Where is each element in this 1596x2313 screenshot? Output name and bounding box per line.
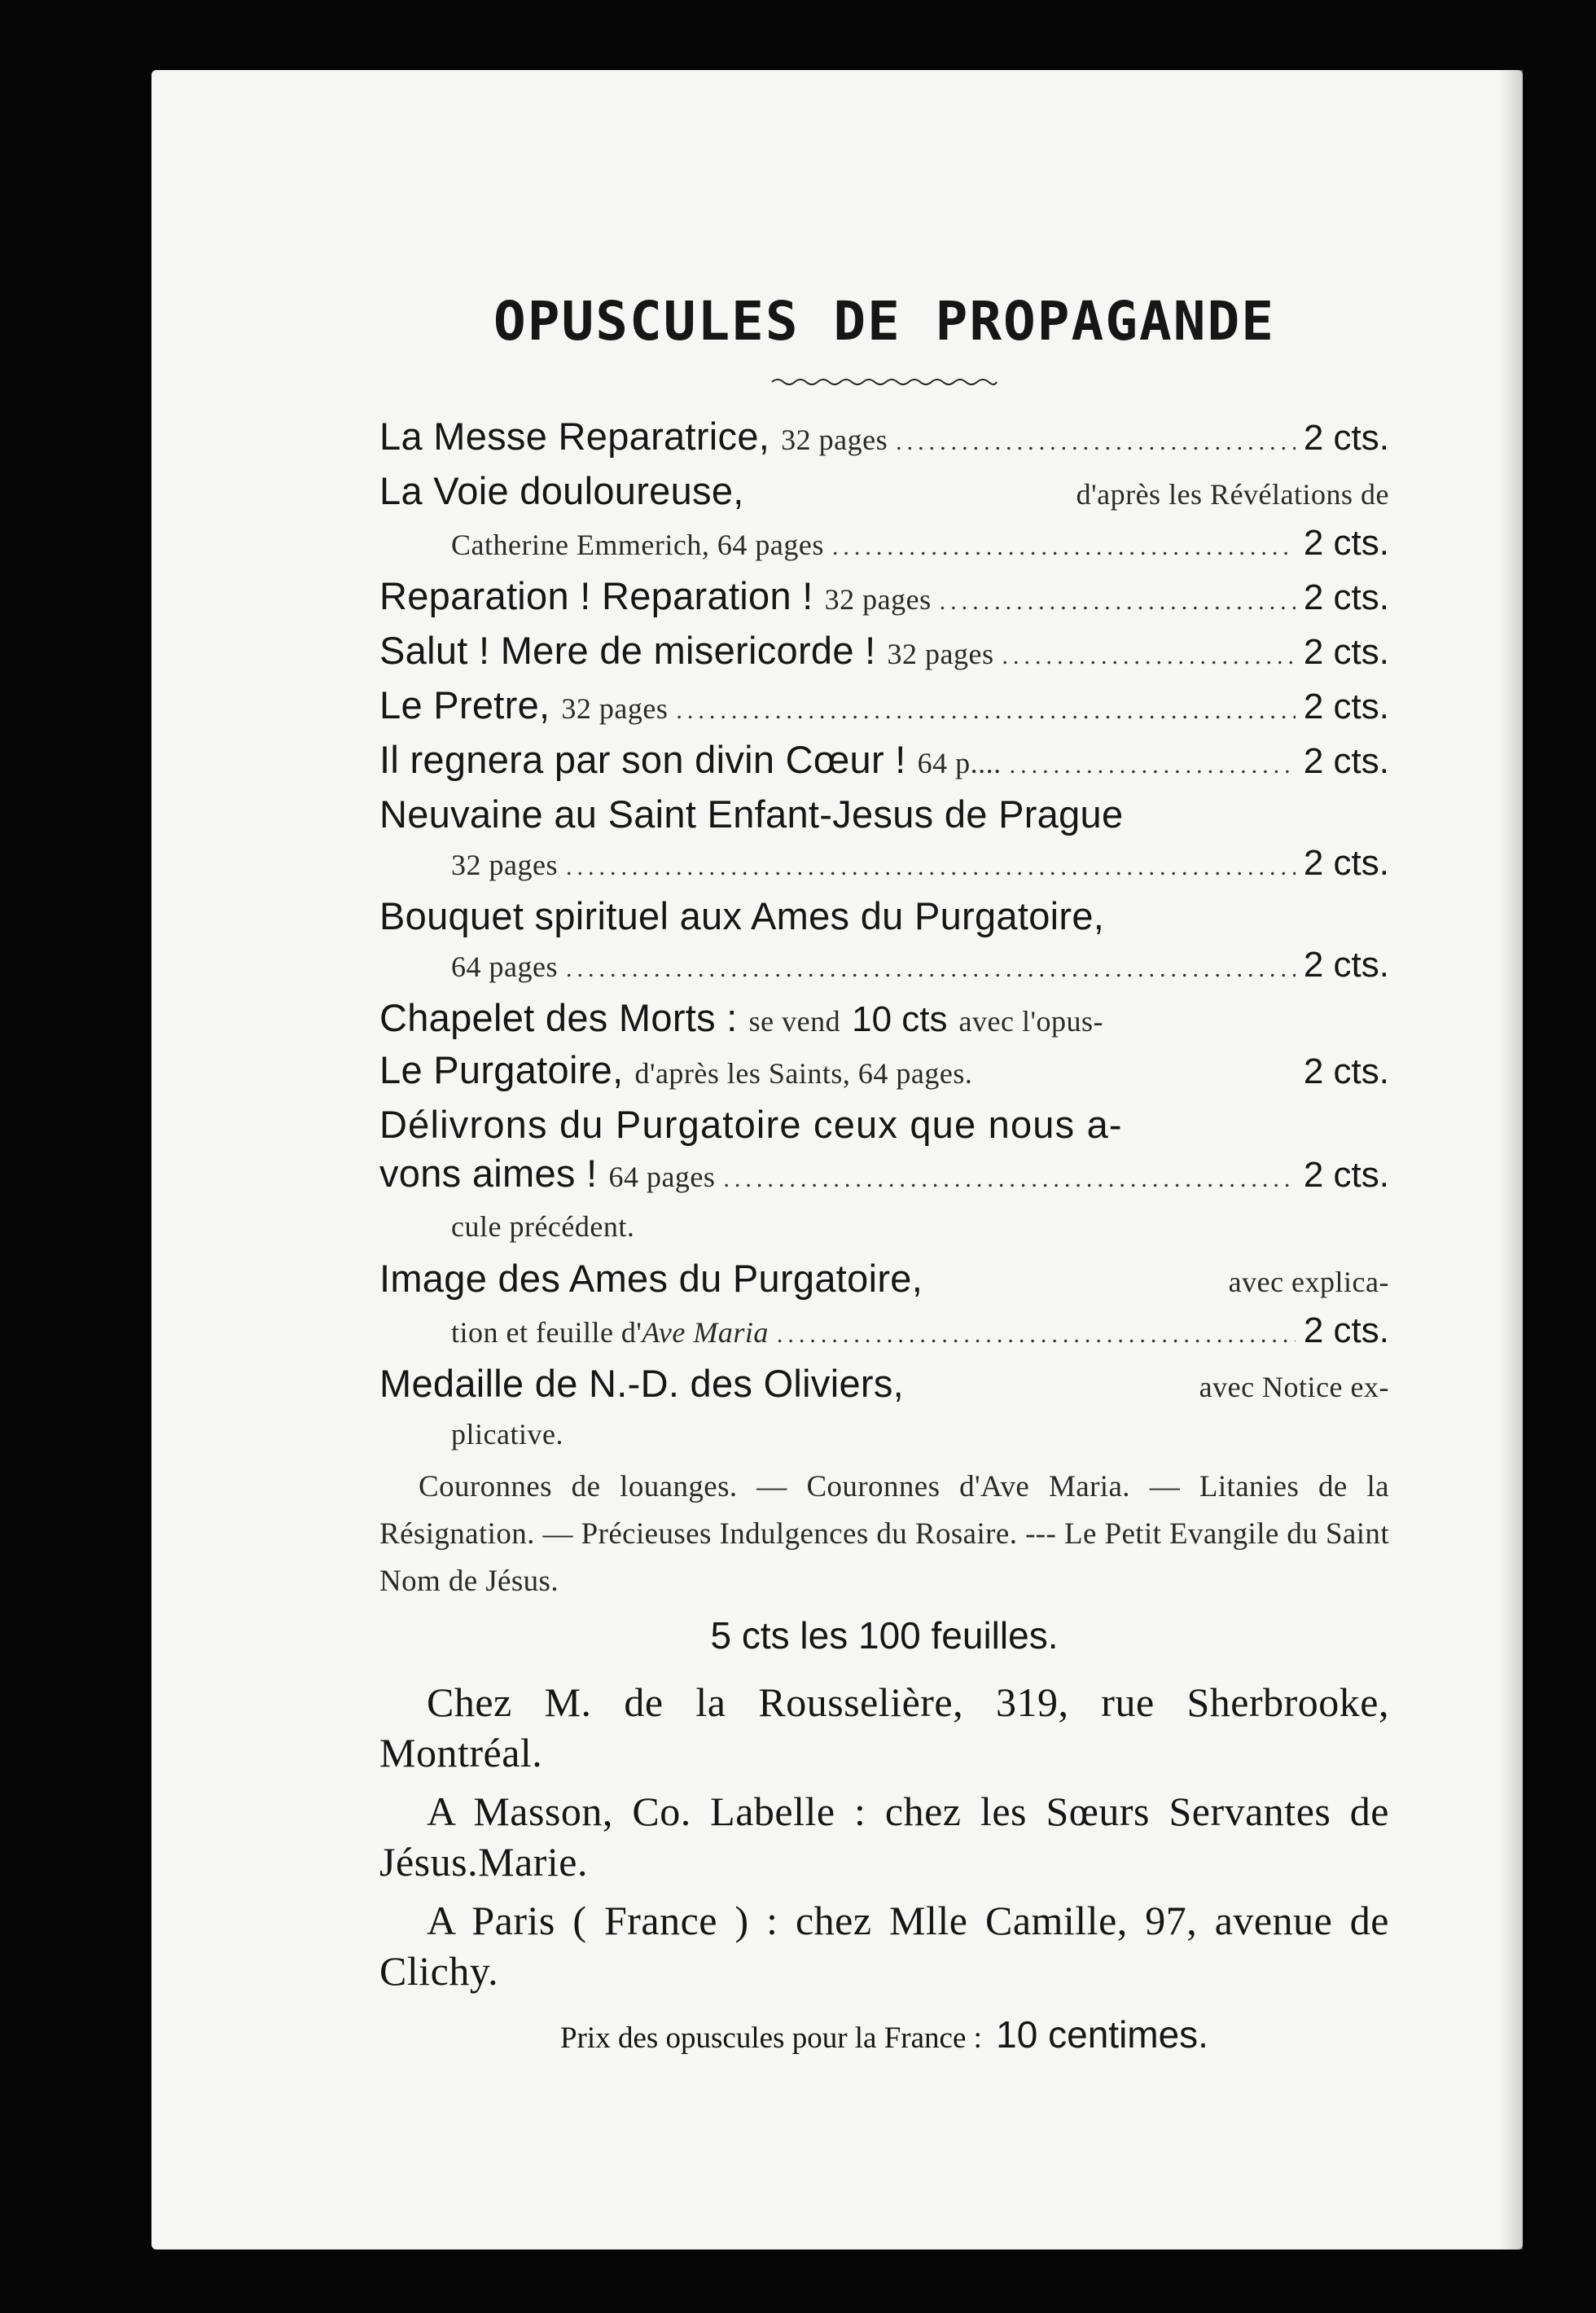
entry-price: 2 cts. xyxy=(1303,687,1389,726)
entry-price: 10 cts xyxy=(852,999,948,1039)
entry-price: 2 cts. xyxy=(1303,1310,1389,1350)
list-item xyxy=(379,467,1389,572)
entry-price: 2 cts. xyxy=(1303,632,1389,672)
entry-title: La Messe Reparatrice, xyxy=(379,415,770,458)
entry-note: se vend xyxy=(748,1005,841,1038)
entry-title-continued: vons aimes ! xyxy=(379,1152,598,1195)
list-item xyxy=(379,790,1389,892)
entry-note: avec explica- xyxy=(1228,1266,1389,1298)
address-masson: A Masson, Co. Labelle : chez les Sœurs Servantes de Jésus.Marie. xyxy=(379,1789,1389,1885)
list-item xyxy=(379,681,1389,735)
list-item xyxy=(379,735,1389,790)
entry-continuation-italic: Ave Maria xyxy=(642,1316,769,1349)
page-title: OPUSCULES DE PROPAGANDE xyxy=(493,290,1275,353)
france-price-label: Prix des opuscules pour la France : xyxy=(560,2021,982,2055)
list-item xyxy=(379,626,1389,681)
entry-title: Bouquet spirituel aux Ames du Purgatoire, xyxy=(379,894,1105,937)
entry-title: La Voie douloureuse, xyxy=(379,469,744,512)
leader-dots xyxy=(1002,632,1295,681)
list-item xyxy=(379,1100,1389,1249)
ornament-divider xyxy=(770,376,998,388)
entry-price: 2 cts. xyxy=(1303,523,1389,563)
content-column xyxy=(379,217,1389,2069)
entry-note: avec l'opus- xyxy=(958,1005,1103,1038)
entry-continuation: tion et feuille d' xyxy=(451,1316,642,1349)
list-item xyxy=(379,1046,1389,1100)
entry-title: Délivrons du Purgatoire ceux que nous a- xyxy=(379,1103,1123,1146)
list-item xyxy=(379,572,1389,626)
entry-pages: 64 pages xyxy=(451,950,558,983)
entry-continuation: Catherine Emmerich, 64 pages xyxy=(451,529,824,561)
entry-title: Salut ! Mere de misericorde ! xyxy=(379,629,876,672)
document-page xyxy=(151,70,1523,2249)
entry-note: avec Notice ex- xyxy=(1199,1371,1389,1403)
entry-price: 2 cts. xyxy=(1303,418,1389,458)
address-montreal: Chez M. de la Rousselière, 319, rue Sherbrooke, Montréal. xyxy=(379,1679,1389,1775)
entry-note: d'après les Révélations de xyxy=(1076,478,1389,511)
entry-note: d'après les Saints, 64 pages. xyxy=(634,1057,973,1090)
entry-pages: 64 p.... xyxy=(917,747,1002,779)
addresses xyxy=(379,1677,1389,1996)
entry-pages: 32 pages xyxy=(887,638,994,670)
list-item xyxy=(379,1359,1389,1457)
leader-dots xyxy=(896,418,1296,467)
entry-price: 2 cts. xyxy=(1303,843,1389,883)
entry-price: 2 cts. xyxy=(1303,1051,1389,1091)
entry-continuation: cule précédent. xyxy=(451,1210,635,1243)
list-item xyxy=(379,994,1389,1046)
leader-dots xyxy=(777,1310,1296,1359)
address-paris: A Paris ( France ) : chez Mlle Camille, 97, avenue de Clichy. xyxy=(379,1898,1389,1994)
list-item xyxy=(379,412,1389,467)
feuilles-price: 5 cts les 100 feuilles. xyxy=(710,1614,1059,1657)
entry-pages: 32 pages xyxy=(824,583,932,616)
entry-title: Image des Ames du Purgatoire, xyxy=(379,1257,923,1300)
entry-title: Chapelet des Morts : xyxy=(379,996,738,1039)
list-item xyxy=(379,1254,1389,1359)
leader-dots xyxy=(566,843,1296,892)
leader-dots xyxy=(723,1155,1295,1204)
entry-pages: 32 pages xyxy=(561,692,669,725)
leader-dots xyxy=(676,687,1295,735)
entry-price: 2 cts. xyxy=(1303,1155,1389,1195)
entry-price: 2 cts. xyxy=(1303,945,1389,985)
entry-continuation: plicative. xyxy=(451,1418,563,1451)
leader-dots xyxy=(566,945,1296,994)
entry-title: Il regnera par son divin Cœur ! xyxy=(379,738,906,781)
entry-price: 2 cts. xyxy=(1303,741,1389,781)
entry-title: Neuvaine au Saint Enfant-Jesus de Prague xyxy=(379,792,1124,836)
list-item xyxy=(379,892,1389,994)
entry-title: Le Purgatoire, xyxy=(379,1048,624,1091)
entry-title: Medaille de N.-D. des Oliviers, xyxy=(379,1362,905,1405)
entry-title: Reparation ! Reparation ! xyxy=(379,574,813,617)
entry-title: Le Pretre, xyxy=(379,683,550,726)
entry-pages: 64 pages xyxy=(608,1161,716,1193)
leader-dots xyxy=(832,523,1296,572)
leader-dots xyxy=(1010,741,1296,790)
entry-price: 2 cts. xyxy=(1303,577,1389,617)
feuilles-list: Couronnes de louanges. — Couronnes d'Ave Maria. — Litanies de la Résignation. — Précieuses Indulgences du Rosaire. --- Le Petit Evangile du Saint Nom de Jésus. xyxy=(379,1470,1389,1598)
entry-pages: 32 pages xyxy=(781,424,888,456)
entry-pages: 32 pages xyxy=(451,849,558,881)
france-price-value: 10 centimes. xyxy=(996,2013,1208,2056)
france-price-line xyxy=(379,2004,1389,2069)
leader-dots xyxy=(940,577,1296,626)
